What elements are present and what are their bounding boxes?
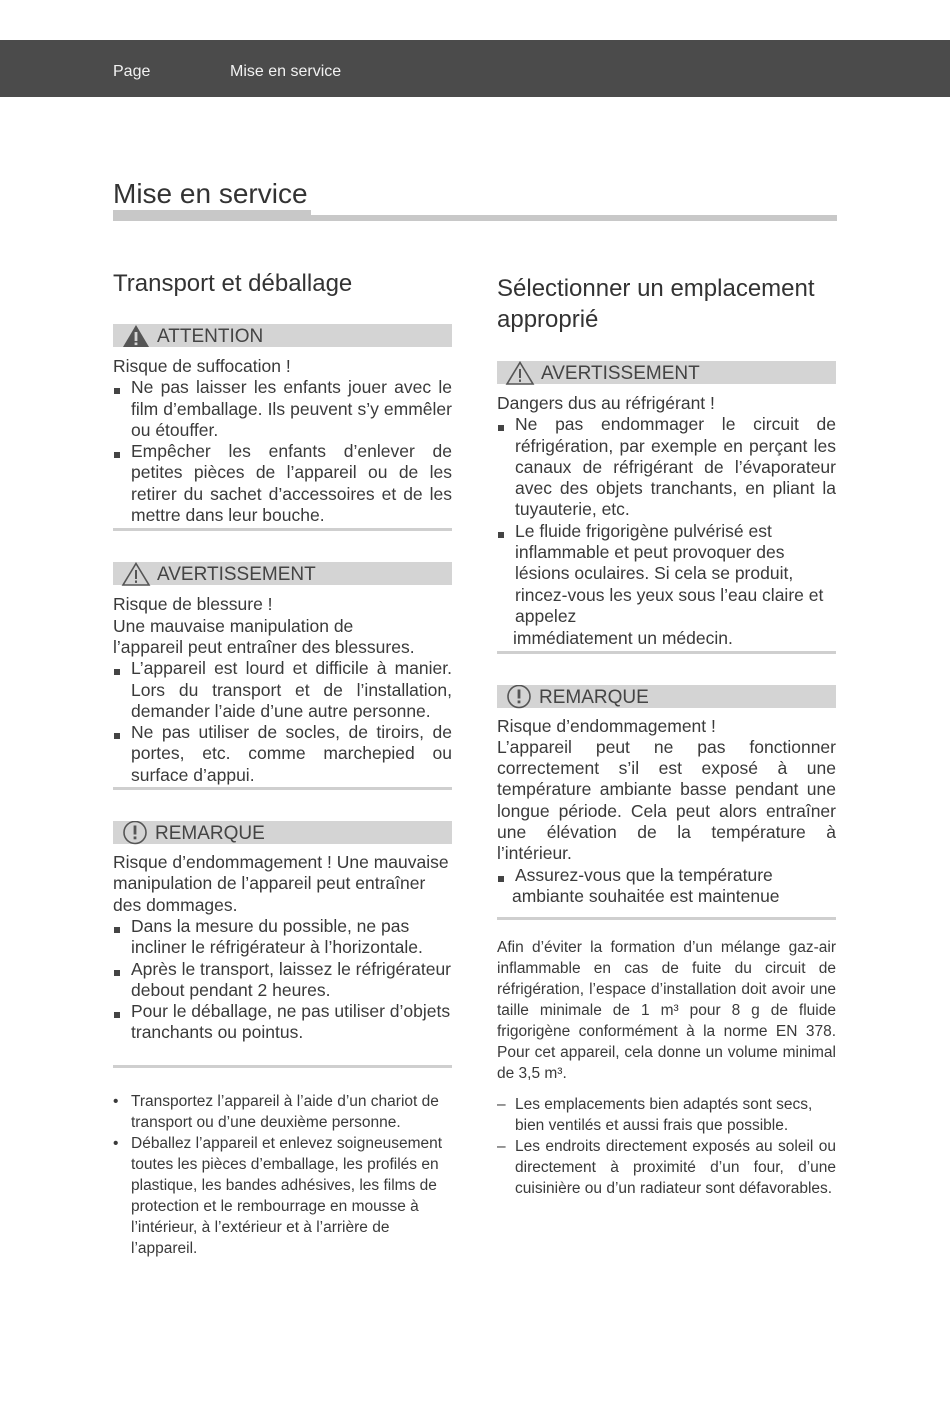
note-header <box>113 821 452 844</box>
left-heading: Transport et déballage <box>113 270 353 297</box>
warning-intro: Dangers dus au réfrigérant ! <box>497 393 715 413</box>
list-item: Ne pas utiliser de socles, de tiroirs, de portes, etc. comme marchepied ou surface d’appui. <box>113 722 452 786</box>
page-title: Mise en service <box>113 178 308 209</box>
list-item: Empêcher les enfants d’enlever de petites pièces de l’appareil ou de les retirer du sachet d’accessoires et de les mettre dans leur bouche. <box>113 441 452 526</box>
dash-item: – Les emplacements bien adaptés sont secs, bien ventilés et aussi frais que possible. <box>497 1094 836 1136</box>
list-item: Ne pas laisser les enfants jouer avec le film d’emballage. Ils peuvent s’y emmêler ou étouffer. <box>113 377 452 441</box>
warning-triangle-icon <box>121 324 151 348</box>
warning-header <box>497 361 836 384</box>
list-item: Dans la mesure du possible, ne pas incliner le réfrigérateur à l’horizontale. <box>113 916 452 959</box>
exclamation-circle-icon <box>121 821 151 845</box>
warning-label: AVERTISSEMENT <box>157 564 316 586</box>
note-text: L’appareil peut ne pas fonctionner correctement s’il est exposé à une température ambiante basse pendant une longue période. Cela peut alors entraîner une élévation de la température à l’intérieur. <box>497 736 836 864</box>
right-heading: Sélectionner un emplacement approprié <box>497 275 815 333</box>
left-column <box>113 268 452 1259</box>
list-item: Ne pas endommager le circuit de réfrigération, par exemple en perçant les canaux de réfrigérant de l’évaporateur avec des objets tranchants, en pliant la tuyauterie, etc. <box>497 414 836 520</box>
attention-intro: Risque de suffocation ! <box>113 356 291 376</box>
header-page-label: Page <box>113 63 151 80</box>
note-intro: Risque d’endommagement ! Une mauvaise manipulation de l’appareil peut entraîner des dommages. <box>113 852 449 915</box>
right-column <box>497 273 836 1199</box>
note-header <box>497 685 836 708</box>
list-item: L’appareil est lourd et difficile à manier. Lors du transport et de l’installation, demander l’aide d’une autre personne. <box>113 658 452 722</box>
list-item: Assurez-vous que la température <box>497 865 836 886</box>
step-item: • Transportez l’appareil à l’aide d’un chariot de transport ou d’une deuxième personne. <box>113 1091 452 1133</box>
warning-label: AVERTISSEMENT <box>541 363 700 384</box>
warning-tail: immédiatement un médecin. <box>513 628 733 649</box>
note-intro: Risque d’endommagement ! <box>497 715 716 736</box>
warning-header <box>113 562 452 585</box>
attention-header <box>113 324 452 347</box>
warning-intro: Risque de blessure ! <box>113 594 273 615</box>
warning-text-line: Une mauvaise manipulation de <box>113 615 354 636</box>
list-item: Pour le déballage, ne pas utiliser d’objets tranchants ou pointus. <box>113 1001 452 1044</box>
exclamation-circle-icon <box>505 685 535 709</box>
dash-item: – Les endroits directement exposés au soleil ou directement à proximité d’un four, d’une cuisinière ou d’un radiateur sont défavorables. <box>497 1136 836 1199</box>
attention-label: ATTENTION <box>157 326 264 347</box>
warning-triangle-icon <box>505 361 535 385</box>
list-item: Le fluide frigorigène pulvérisé est inflammable et peut provoquer des lésions oculaires. Si cela se produit, rincez-vous les yeux sous l’eau claire et appelez <box>497 521 836 627</box>
step-item: • Déballez l’appareil et enlevez soigneusement toutes les pièces d’emballage, les profilés en plastique, les bandes adhésives, les films de protection et le rembourrage en mousse à l’intérieur, à l’extérieur et à l’arrière de l’appareil. <box>113 1133 452 1259</box>
header-bar <box>0 40 950 97</box>
warning-text-line: l’appareil peut entraîner des blessures. <box>113 636 415 657</box>
title-rule <box>113 215 837 221</box>
note-label: REMARQUE <box>155 823 265 845</box>
list-item: Après le transport, laissez le réfrigérateur debout pendant 2 heures. <box>113 959 452 1002</box>
warning-triangle-icon <box>121 562 151 586</box>
note-tail: ambiante souhaitée est maintenue <box>512 885 780 906</box>
info-paragraph: Afin d’éviter la formation d’un mélange gaz-air inflammable en cas de fuite du circuit de réfrigération, l’espace d’installation doit avoir une taille minimale de 1 m³ pour 8 g de fluide frigorigène conformément à la norme EN 378. Pour cet appareil, cela donne un volume minimal de 3,5 m³. <box>497 939 836 1083</box>
note-label: REMARQUE <box>539 686 649 708</box>
header-section: Mise en service <box>230 63 342 80</box>
